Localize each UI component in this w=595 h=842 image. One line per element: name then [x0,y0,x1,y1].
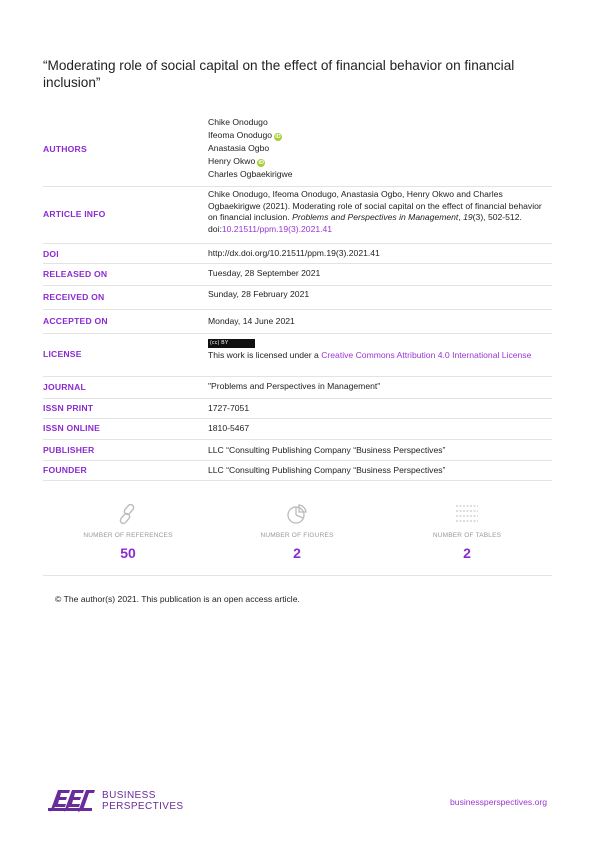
released-value: Tuesday, 28 September 2021 [208,268,321,278]
author-name[interactable]: Ifeoma Onodugo [208,130,273,140]
received-value: Sunday, 28 February 2021 [208,289,310,299]
tables-count: 2 [463,545,471,561]
doi-label: DOI [43,249,59,259]
table-icon [392,500,542,528]
logo-mark-icon [48,788,96,814]
authors-list [208,116,543,181]
author-name[interactable]: Henry Okwo [208,156,256,166]
citation-separator: , [458,212,464,223]
author-name[interactable]: Anastasia Ogbo [208,143,270,153]
author-entry [208,155,543,168]
link-icon [53,500,203,528]
pie-chart-icon [222,500,372,528]
received-row [43,285,552,310]
citation-journal: Problems and Perspectives in Management [292,212,459,223]
publisher-row [43,439,552,461]
license-row [43,333,552,377]
references-label: NUMBER OF REFERENCES [83,532,173,539]
business-perspectives-logo[interactable] [48,788,184,814]
issn-print-label: ISSN PRINT [43,403,94,413]
license-label: LICENSE [43,349,82,359]
references-stat [53,500,203,561]
citation-volume: 19 [463,212,473,223]
released-label: RELEASED ON [43,269,108,279]
journal-value: "Problems and Perspectives in Management" [208,381,381,391]
issn-online-label: ISSN ONLINE [43,423,101,433]
logo-text [102,790,184,812]
journal-label: JOURNAL [43,382,86,392]
orcid-icon[interactable]: iD [275,134,281,140]
accepted-value: Monday, 14 June 2021 [208,316,295,326]
article-info-label: ARTICLE INFO [43,209,106,219]
author-entry [208,129,543,142]
website-link[interactable]: businessperspectives.org [450,797,547,807]
author-name[interactable]: Charles Ogbaekirigwe [208,169,293,179]
publisher-label: PUBLISHER [43,445,95,455]
author-name[interactable]: Chike Onodugo [208,117,268,127]
article-citation [208,189,543,236]
released-row [43,263,552,286]
issn-print-value: 1727-7051 [208,403,250,413]
license-link[interactable]: Creative Commons Attribution 4.0 International License [321,350,532,360]
issn-online-row [43,418,552,440]
issn-print-row [43,398,552,419]
accepted-row [43,309,552,334]
publisher-value: LLC “Consulting Publishing Company “Business Perspectives” [208,445,446,455]
cc-by-badge[interactable]: (cc) BY [208,339,255,348]
article-info-row [43,186,552,244]
founder-label: FOUNDER [43,465,87,475]
issn-online-value: 1810-5467 [208,423,250,433]
license-value [208,336,543,362]
references-count: 50 [120,545,136,561]
founder-value: LLC “Consulting Publishing Company “Business Perspectives” [208,465,446,475]
doi-row [43,243,552,264]
divider [43,575,552,576]
figures-count: 2 [293,545,301,561]
logo-line-1: BUSINESS [102,790,156,801]
tables-label: NUMBER OF TABLES [432,532,502,539]
accepted-label: ACCEPTED ON [43,316,108,326]
authors-label: AUTHORS [43,144,87,154]
license-text [208,350,543,362]
received-label: RECEIVED ON [43,292,105,302]
doi-link[interactable]: 10.21511/ppm.19(3).2021.41 [221,224,333,235]
journal-row [43,376,552,399]
orcid-icon[interactable]: iD [258,160,265,166]
tables-stat [392,500,542,561]
copyright-notice: © The author(s) 2021. This publication is an open access article. [55,594,300,604]
citation-pages: (3), 502-512. doi: [208,212,522,235]
figures-label: NUMBER OF FIGURES [260,532,334,539]
authors-row [43,114,552,187]
citation-text: Chike Onodugo, Ifeoma Onodugo, Anastasia Ogbo, Henry Okwo and Charles Ogbaekirigwe (2021). Moderating role of social capital on the effect of financial behavior on financial inclusion. [208,189,542,223]
license-intro: This work is licensed under a [208,350,322,360]
article-title: “Moderating role of social capital on the effect of financial behavior on financial inclusion” [43,58,515,90]
founder-row [43,460,552,481]
figures-stat [222,500,372,561]
doi-value[interactable]: http://dx.doi.org/10.21511/ppm.19(3).2021.41 [208,248,380,258]
logo-line-2: PERSPECTIVES [102,801,184,812]
